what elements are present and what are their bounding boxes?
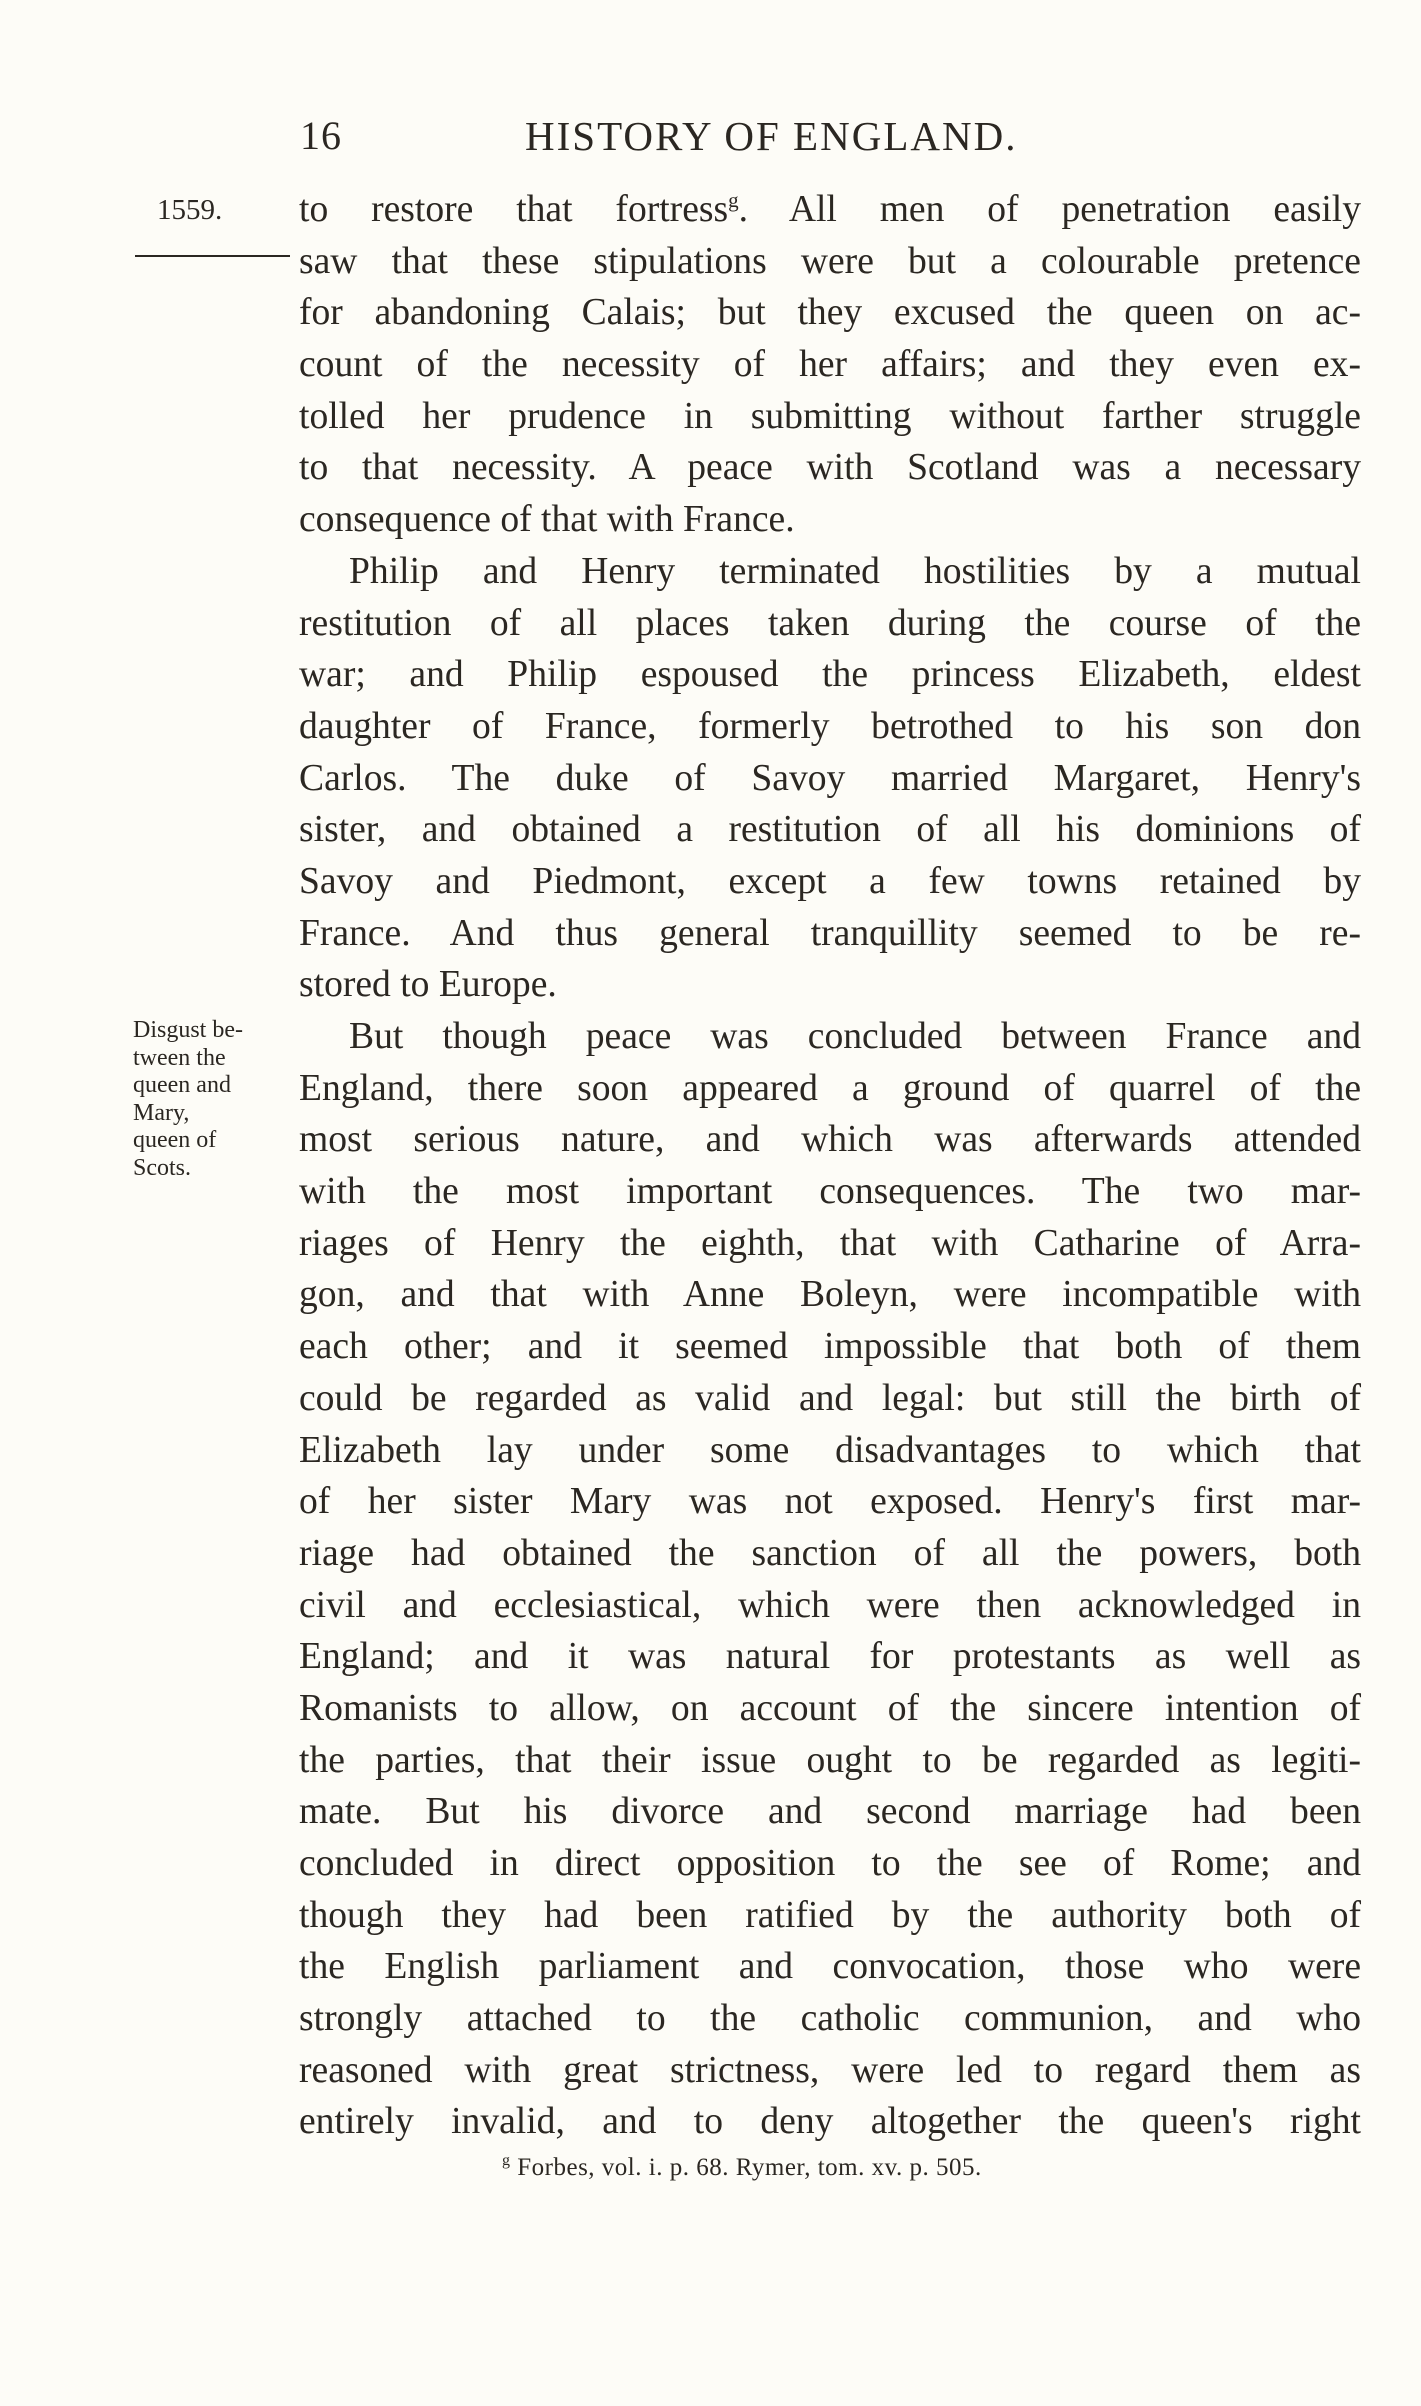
text-line: to that necessity. A peace with Scotland was a necessary xyxy=(299,447,1361,489)
text-line: concluded in direct opposition to the see of Rome; and xyxy=(299,1843,1361,1884)
marginal-note-line: tween the xyxy=(133,1044,226,1071)
page-header xyxy=(300,112,1170,172)
text-line: entirely invalid, and to deny altogether the queen's right xyxy=(299,2101,1361,2143)
text-line: reasoned with great strictness, were led to regard them as xyxy=(299,2049,1361,2091)
text-line: England, there soon appeared a ground of quarrel of the xyxy=(299,1067,1361,1109)
text-segment: . All men of penetration easily xyxy=(738,189,1361,230)
marginal-note-line: queen and xyxy=(133,1072,231,1098)
footnote-reference: g xyxy=(728,188,739,212)
text-line xyxy=(299,184,1361,236)
text-segment: to restore that fortress xyxy=(299,189,729,230)
text-line: mate. But his divorce and second marriage had been xyxy=(299,1791,1361,1833)
text-line: Philip and Henry terminated hostilities by a mutual xyxy=(349,550,1361,592)
text-line: Romanists to allow, on account of the sincere intention of xyxy=(299,1687,1361,1729)
text-line: sister, and obtained a restitution of all his dominions of xyxy=(299,809,1361,851)
text-line: though they had been ratified by the authority both of xyxy=(299,1894,1361,1936)
text-line: each other; and it seemed impossible that both of them xyxy=(299,1326,1361,1368)
text-line: count of the necessity of her affairs; and they even ex- xyxy=(299,344,1361,386)
text-line: stored to Europe. xyxy=(299,964,557,1006)
text-line: the parties, that their issue ought to be regarded as legiti- xyxy=(299,1739,1361,1781)
running-title: HISTORY OF ENGLAND. xyxy=(525,113,1018,159)
text-line: with the most important consequences. The two mar- xyxy=(299,1171,1361,1213)
footnote xyxy=(502,2154,982,2182)
page-number: 16 xyxy=(300,113,342,158)
text-line: could be regarded as valid and legal: but still the birth of xyxy=(299,1377,1361,1419)
marginal-note-line: Disgust be- xyxy=(133,1017,243,1043)
text-line: France. And thus general tranquillity seemed to be re- xyxy=(299,912,1361,954)
text-line: the English parliament and convocation, those who were xyxy=(299,1946,1361,1988)
text-line: saw that these stipulations were but a colourable pretence xyxy=(299,240,1361,282)
text-line: for abandoning Calais; but they excused the queen on ac- xyxy=(299,292,1361,334)
marginal-note-line: Scots. xyxy=(133,1154,192,1181)
text-line: war; and Philip espoused the princess Elizabeth, eldest xyxy=(299,654,1361,696)
marginal-note-line: Mary, xyxy=(133,1099,190,1126)
text-line: But though peace was concluded between France and xyxy=(349,1016,1361,1057)
text-line: restitution of all places taken during the course of the xyxy=(299,602,1361,644)
text-line: Carlos. The duke of Savoy married Margaret, Henry's xyxy=(299,757,1361,799)
text-line: strongly attached to the catholic communion, and who xyxy=(299,1998,1361,2040)
margin-year: 1559. xyxy=(157,194,223,226)
main-text xyxy=(299,184,1361,2148)
text-line: tolled her prudence in submitting without farther struggle xyxy=(299,395,1361,437)
text-line: consequence of that with France. xyxy=(299,499,795,541)
text-line: gon, and that with Anne Boleyn, were incompatible with xyxy=(299,1274,1361,1316)
footnote-mark: g xyxy=(502,2152,511,2169)
text-line: civil and ecclesiastical, which were then acknowledged in xyxy=(299,1584,1361,1626)
marginal-note xyxy=(133,1017,293,1182)
text-line: England; and it was natural for protestants as well as xyxy=(299,1636,1361,1678)
marginal-note-line: queen of xyxy=(133,1127,217,1153)
year-rule-divider xyxy=(135,255,290,257)
text-line: Elizabeth lay under some disadvantages to which that xyxy=(299,1429,1361,1471)
text-line: most serious nature, and which was afterwards attended xyxy=(299,1119,1361,1161)
text-line: riage had obtained the sanction of all the powers, both xyxy=(299,1532,1361,1574)
text-line: of her sister Mary was not exposed. Henry's first mar- xyxy=(299,1481,1361,1523)
text-line: daughter of France, formerly betrothed to his son don xyxy=(299,705,1361,747)
text-line: riages of Henry the eighth, that with Catharine of Arra- xyxy=(299,1222,1361,1264)
text-line: Savoy and Piedmont, except a few towns retained by xyxy=(299,860,1361,902)
footnote-text: Forbes, vol. i. p. 68. Rymer, tom. xv. p. 505. xyxy=(517,2154,982,2181)
